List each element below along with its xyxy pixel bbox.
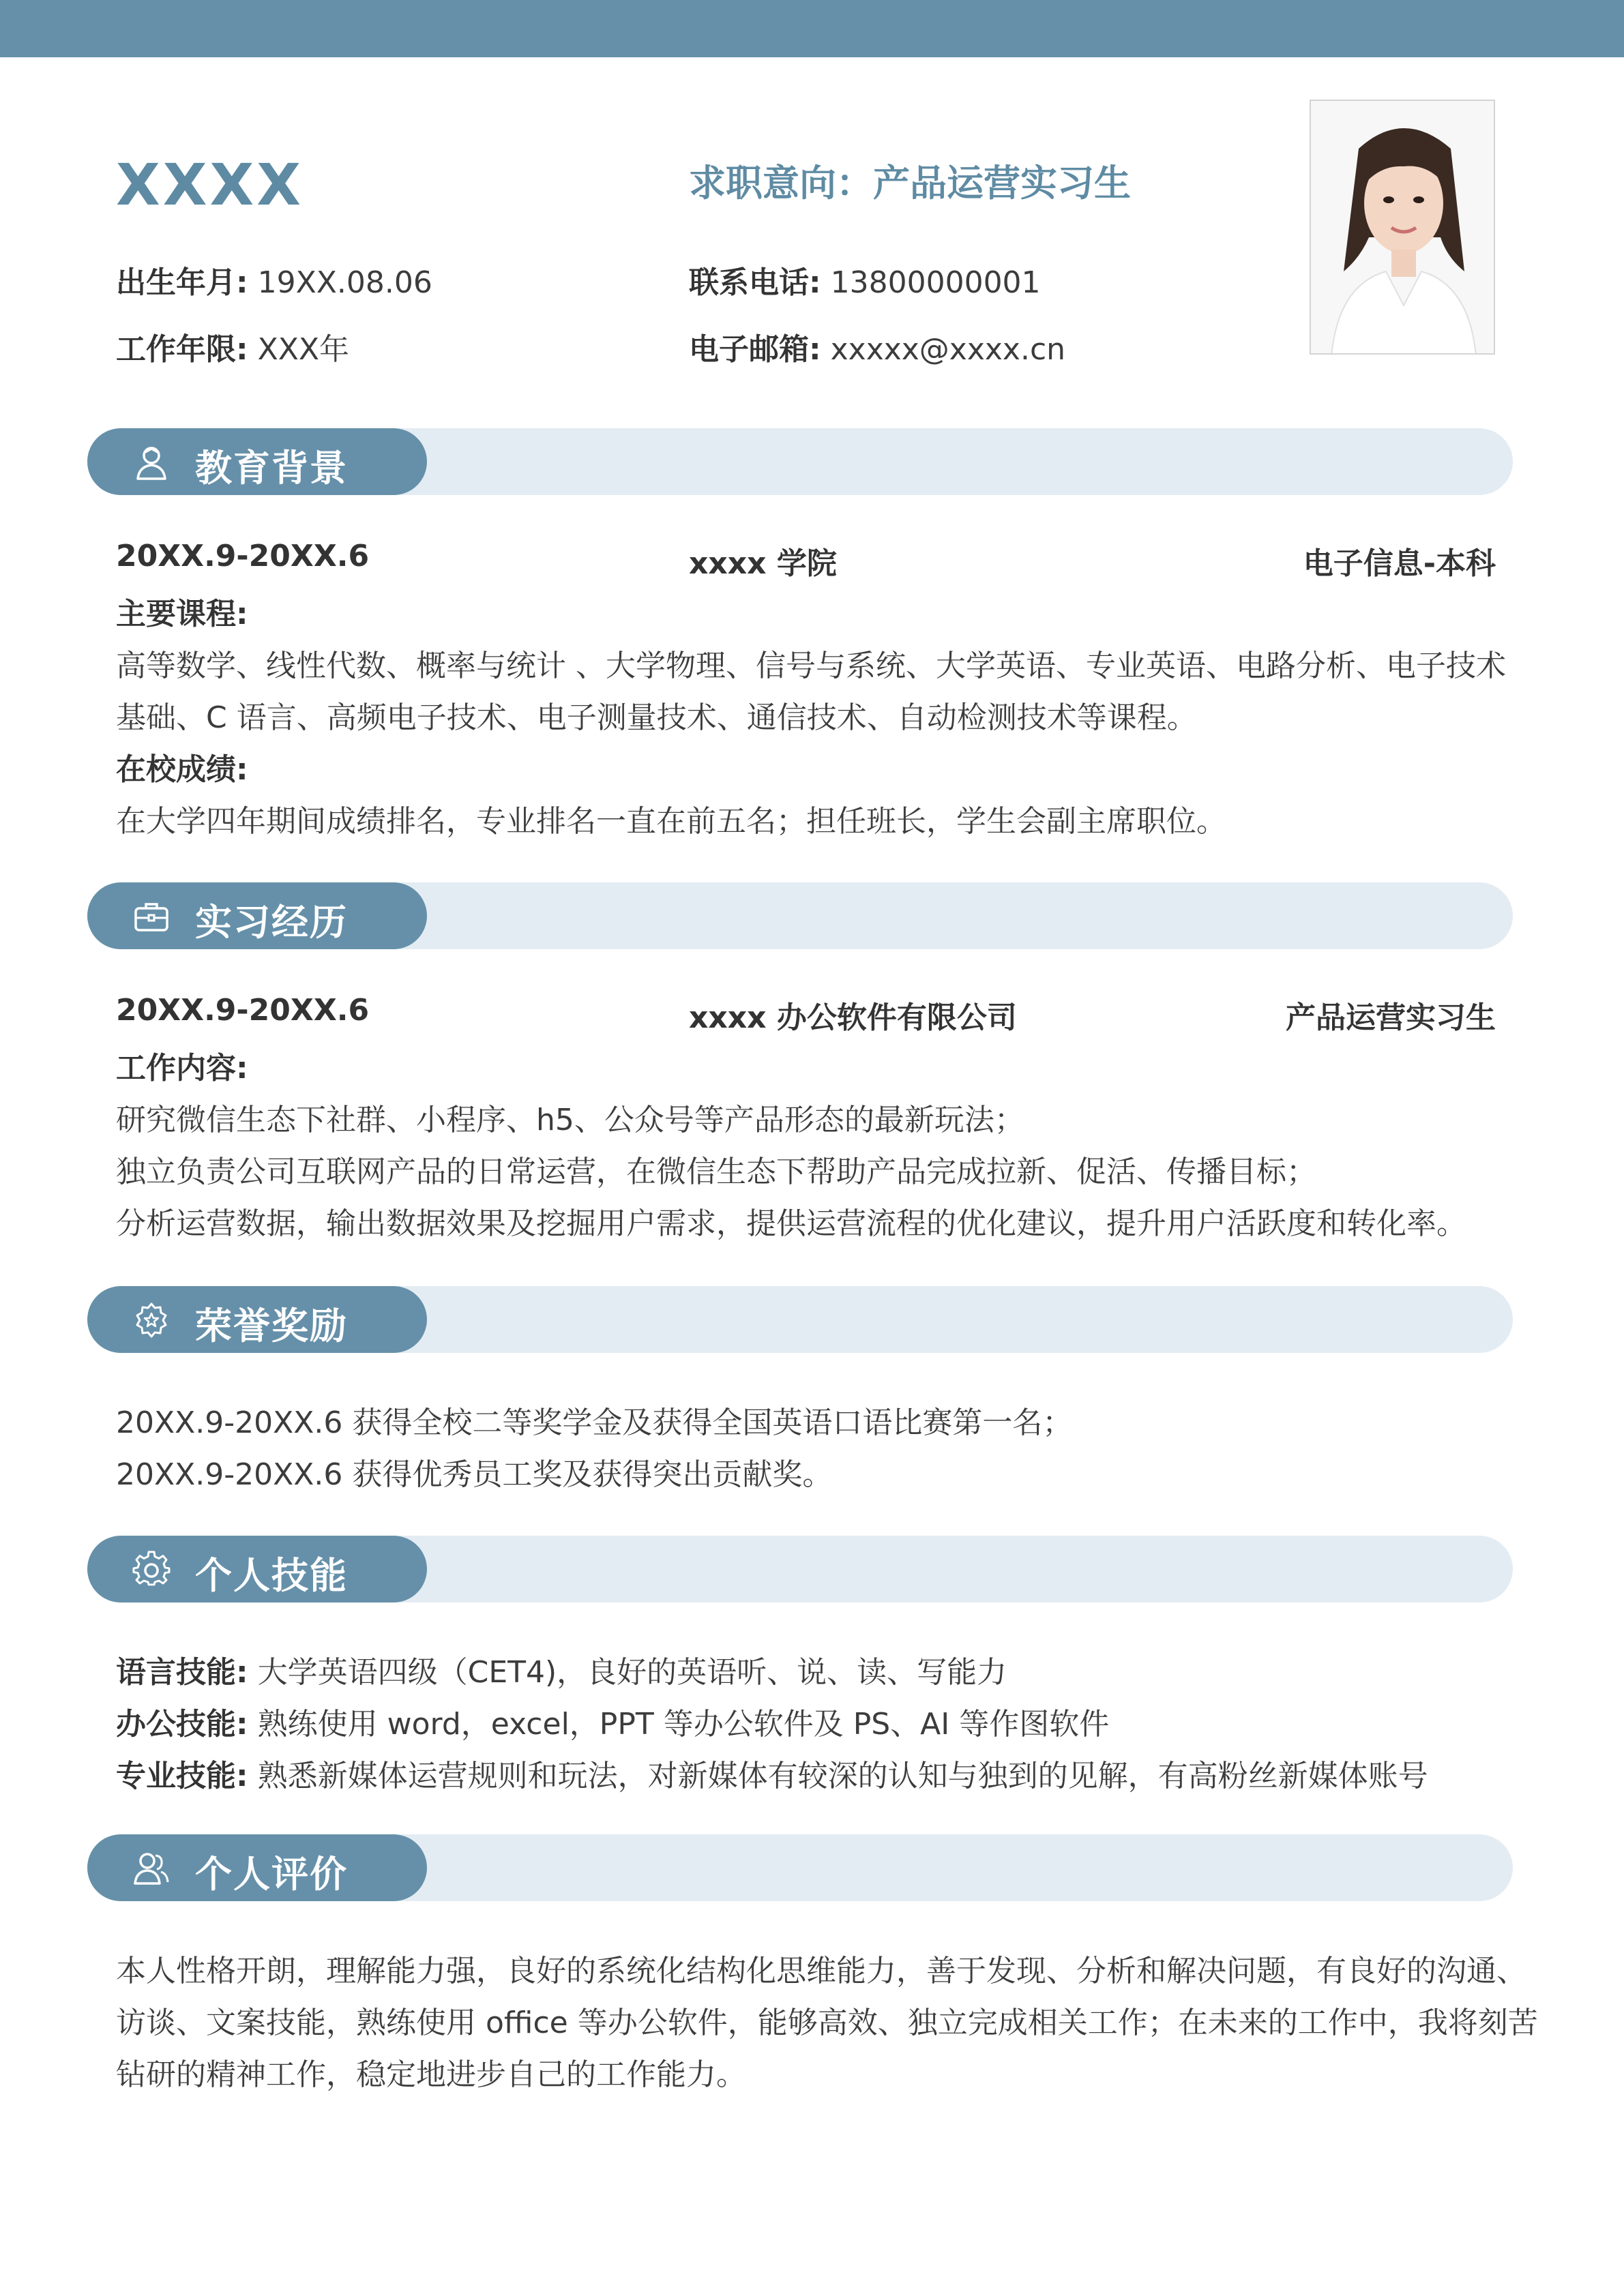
skills-section-header [87,1536,1513,1602]
phone [689,258,1041,301]
honor-line-1: 20XX.9-20XX.6 获得全校二等奖学金及获得全国英语口语比赛第一名； [116,1405,1073,1440]
honors-title: 荣誉奖励 [195,1304,348,1347]
briefcase-icon [132,897,171,936]
courses-line-1: 高等数学、线性代数、概率与统计 、大学物理、信号与系统、大学英语、专业英语、电路分析、电子技术 [116,648,1506,683]
graduate-icon [132,443,171,481]
evaluation-line-3: 钻研的精神工作，稳定地进步自己的工作能力。 [116,2057,746,2092]
skills-title-pill [87,1536,427,1602]
evaluation-title-pill [87,1834,427,1901]
education-date: 20XX.9-20XX.6 [116,539,370,573]
birth-date-label: 出生年月: [116,265,248,300]
education-title: 教育背景 [195,447,348,490]
language-skill-value: 大学英语四级（CET4)，良好的英语听、说、读、写能力 [257,1655,1007,1690]
evaluation-title: 个人评价 [195,1853,348,1896]
education-title-pill [87,428,427,495]
top-accent-bar [0,0,1624,57]
email [689,325,1065,368]
gear-icon [132,1551,171,1589]
office-skill [116,1699,1109,1743]
work-content-line-1: 研究微信生态下社群、小程序、h5、公众号等产品形态的最新玩法； [116,1103,1024,1137]
work-content-line-2: 独立负责公司互联网产品的日常运营，在微信生态下帮助产品完成拉新、促活、传播目标； [116,1154,1316,1189]
office-skill-label: 办公技能: [116,1707,248,1742]
language-skill [116,1648,1007,1691]
award-icon [132,1301,171,1339]
internship-date: 20XX.9-20XX.6 [116,993,370,1028]
grades-label: 在校成绩: [116,752,248,787]
candidate-name: XXXX [116,151,304,218]
internship-section-header [87,882,1513,949]
education-section-header [87,428,1513,495]
work-years-value: XXX年 [257,332,350,367]
honor-line-2: 20XX.9-20XX.6 获得优秀员工奖及获得突出贡献奖。 [116,1457,833,1492]
courses-label: 主要课程: [116,597,248,631]
evaluation-line-1: 本人性格开朗，理解能力强，良好的系统化结构化思维能力，善于发现、分析和解决问题，有良好的沟通、 [116,1954,1526,1988]
office-skill-value: 熟练使用 word，excel，PPT 等办公软件及 PS、AI 等作图软件 [257,1707,1110,1742]
language-skill-label: 语言技能: [116,1655,248,1690]
education-school: xxxx 学院 [689,546,837,581]
grades-line-1: 在大学四年期间成绩排名，专业排名一直在前五名；担任班长，学生会副主席职位。 [116,804,1226,839]
education-major: 电子信息-本科 [1303,546,1496,581]
job-intent: 求职意向：产品运营实习生 [689,162,1131,205]
work-content-line-3: 分析运营数据，输出数据效果及挖掘用户需求，提供运营流程的优化建议，提升用户活跃度和转化率。 [116,1206,1466,1241]
honors-title-pill [87,1286,427,1353]
users-icon [132,1849,171,1888]
birth-date-value: 19XX.08.06 [257,265,432,300]
work-years [116,325,349,368]
phone-label: 联系电话: [689,265,821,300]
courses-line-2: 基础、C 语言、高频电子技术、电子测量技术、通信技术、自动检测技术等课程。 [116,700,1197,735]
internship-position: 产品运营实习生 [1286,1000,1496,1035]
work-content-label: 工作内容: [116,1051,248,1086]
evaluation-line-2: 访谈、文案技能，熟练使用 office 等办公软件，能够高效、独立完成相关工作；在未来的工作中，我将刻苦 [116,2006,1538,2040]
professional-skill-label: 专业技能: [116,1759,248,1793]
honors-section-header [87,1286,1513,1353]
internship-company: xxxx 办公软件有限公司 [689,1000,1017,1035]
skills-title: 个人技能 [195,1554,348,1597]
professional-skill-value: 熟悉新媒体运营规则和玩法，对新媒体有较深的认知与独到的见解，有高粉丝新媒体账号 [257,1759,1428,1793]
internship-title: 实习经历 [195,901,348,944]
birth-date [116,258,432,301]
email-label: 电子邮箱: [689,332,821,367]
profile-photo [1310,100,1495,355]
phone-value: 13800000001 [830,265,1041,300]
email-value: xxxxx@xxxx.cn [830,332,1066,367]
work-years-label: 工作年限: [116,332,248,367]
evaluation-section-header [87,1834,1513,1901]
internship-title-pill [87,882,427,949]
professional-skill [116,1751,1428,1795]
